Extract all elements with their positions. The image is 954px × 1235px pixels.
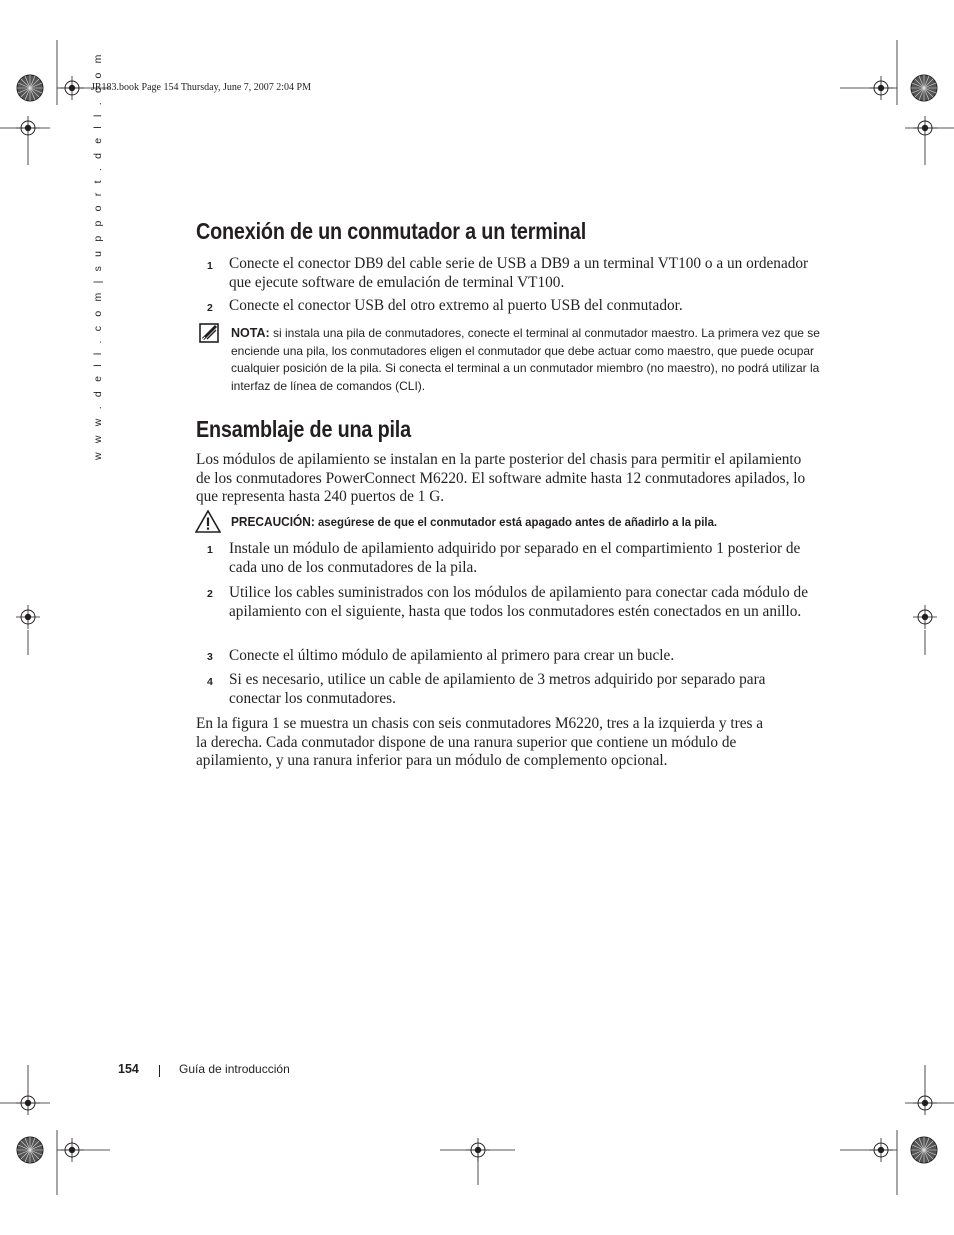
step-number: 4 [207,676,213,688]
page-number: 154 [118,1062,139,1076]
step-number: 1 [207,260,213,272]
step-text: Conecte el conector DB9 del cable serie de USB a DB9 a un terminal VT100 o a un ordenador que ejecute software de emulación de terminal VT100. [229,255,809,291]
step-number: 1 [207,544,213,556]
step-text: Conecte el último módulo de apilamiento al primero para crear un bucle. [229,647,675,664]
step-number: 3 [207,651,213,663]
intro-paragraph: Los módulos de apilamiento se instalan en la parte posterior del chasis para permitir el apilamiento de los conmutadores PowerConnect M6220. El software admite hasta 12 conmutadores apilados, lo que representa hasta 240 puertos de 1 G. [196,451,806,506]
step-number: 2 [207,588,213,600]
step-text: Instale un módulo de apilamiento adquirido por separado en el compartimiento 1 posterior de cada uno de los conmutadores de la pila. [229,540,801,576]
footer-divider [159,1065,160,1077]
warning-triangle-icon [195,510,221,533]
note-label: NOTA: [231,326,270,340]
step-text: Si es necesario, utilice un cable de apilamiento de 3 metros adquirido por separado para conectar los conmutadores. [229,671,766,707]
caution-text: asegúrese de que el conmutador está apagado antes de añadirlo a la pila. [317,515,718,529]
closing-paragraph: En la figura 1 se muestra un chasis con seis conmutadores M6220, tres a la izquierda y tres a la derecha. Cada conmutador dispone de una ranura superior que contiene un módulo de apilamiento, y una ranura inferior para un módulo de complemento opcional. [196,715,764,770]
footer-title: Guía de introducción [179,1062,290,1076]
note-text: si instala una pila de conmutadores, conecte el terminal al conmutador maestro. La primera vez que se enciende una pila, los conmutadores eligen el conmutador que debe actuar como maestro, que puede ocupar cualquier posición de la pila. Si conecta el terminal a un conmutador miembro (no maestro), no podrá utilizar la interfaz de línea de comandos (CLI). [231,326,820,393]
step-text: Utilice los cables suministrados con los módulos de apilamiento para conectar cada módulo de apilamiento con el siguiente, hasta que todos los conmutadores estén conectados en un anillo. [229,584,808,620]
caution-label: PRECAUCIÓN: [231,515,315,529]
note-pencil-icon [199,323,220,343]
side-url: w w w . d e l l . c o m | s u p p o r t . d e l l . c o m [92,51,104,460]
section-title-terminal: Conexión de un conmutador a un terminal [196,218,587,244]
step-number: 2 [207,302,213,314]
print-header: JR183.book Page 154 Thursday, June 7, 2007 2:04 PM [91,82,311,93]
section-title-stack: Ensamblaje de una pila [196,416,411,442]
step-text: Conecte el conector USB del otro extremo al puerto USB del conmutador. [229,297,683,314]
